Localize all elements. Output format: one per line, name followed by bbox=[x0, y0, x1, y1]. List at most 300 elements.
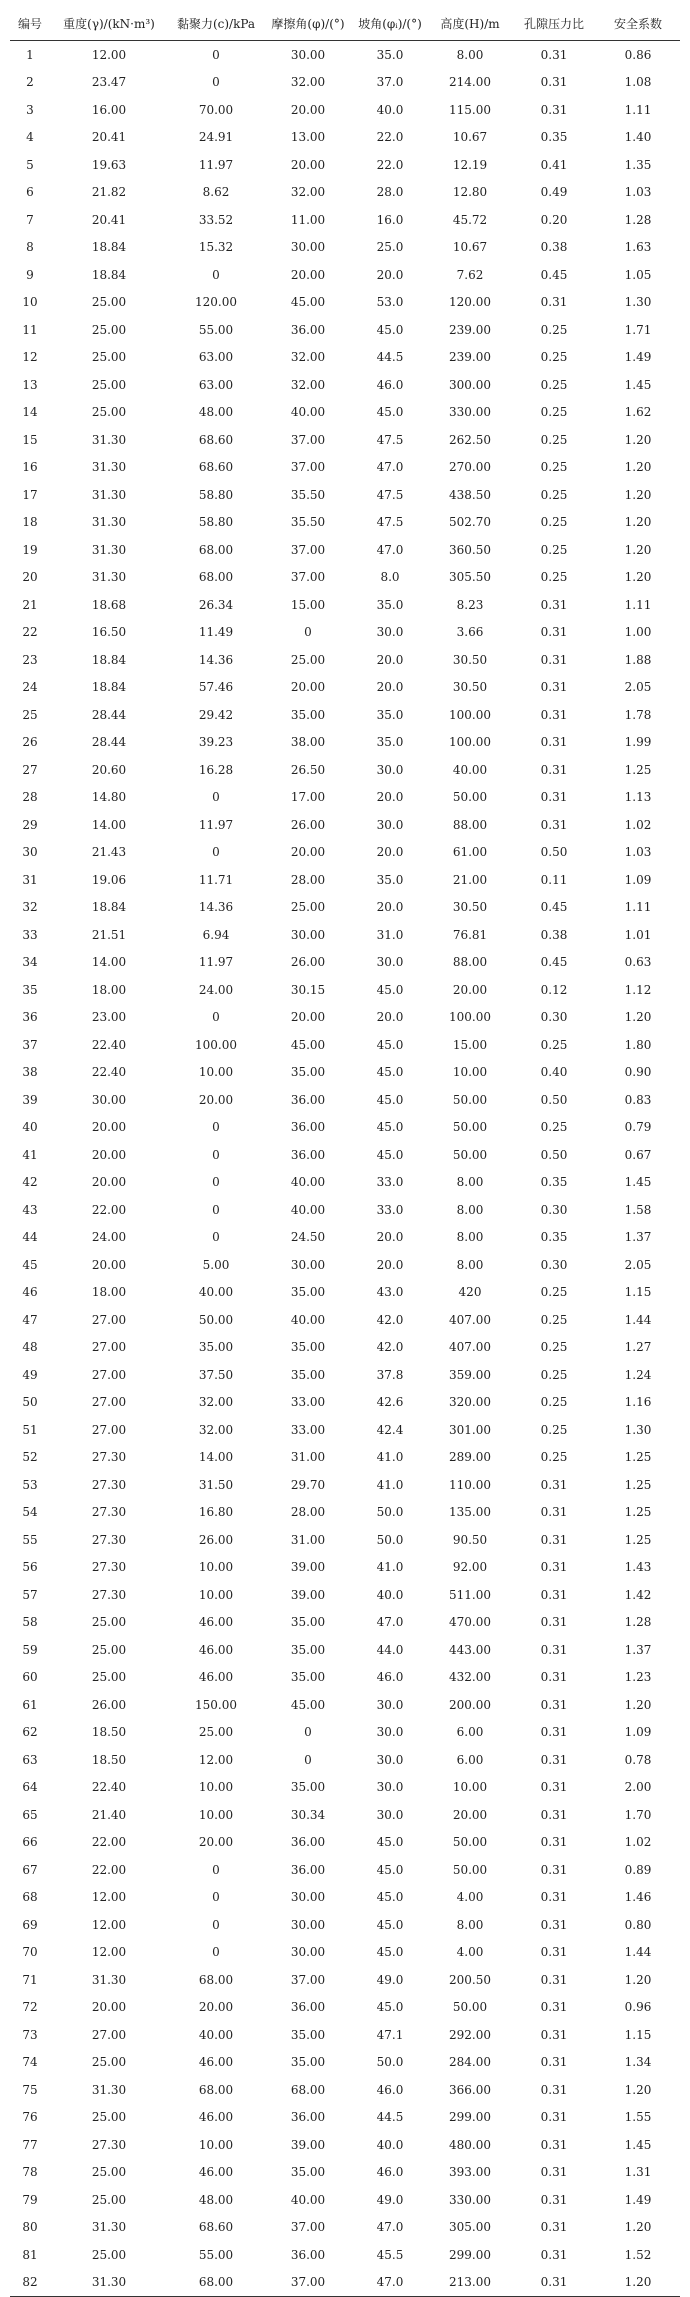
table-cell: 26.00 bbox=[91, 1697, 127, 1712]
table-cell: 0 bbox=[212, 267, 220, 282]
table-cell: 36.00 bbox=[290, 2110, 326, 2125]
table-cell: 0 bbox=[212, 1010, 220, 1025]
table-cell: 88.00 bbox=[452, 817, 488, 832]
table-row bbox=[10, 2186, 680, 2214]
table-cell: 0.67 bbox=[624, 1147, 652, 1162]
table-cell: 58.80 bbox=[198, 487, 234, 502]
table-cell: 360.50 bbox=[449, 542, 491, 557]
table-cell: 6.00 bbox=[456, 1752, 484, 1767]
table-cell: 35.50 bbox=[290, 487, 326, 502]
table-cell: 4 bbox=[26, 130, 34, 145]
table-cell: 0.31 bbox=[540, 2192, 568, 2207]
table-cell: 0.31 bbox=[540, 2247, 568, 2262]
table-row bbox=[10, 1581, 680, 1609]
table-cell: 41 bbox=[22, 1147, 38, 1162]
table-row bbox=[10, 729, 680, 757]
table-cell: 28.00 bbox=[290, 872, 326, 887]
table-cell: 0.25 bbox=[540, 350, 568, 365]
table-cell: 270.00 bbox=[449, 460, 491, 475]
table-cell: 16 bbox=[22, 460, 38, 475]
table-cell: 42.0 bbox=[376, 1340, 404, 1355]
table-cell: 0.25 bbox=[540, 1340, 568, 1355]
table-cell: 27.00 bbox=[91, 1422, 127, 1437]
table-cell: 0.31 bbox=[540, 1972, 568, 1987]
table-cell: 50.0 bbox=[376, 2055, 404, 2070]
table-row bbox=[10, 1114, 680, 1142]
table-cell: 1.25 bbox=[624, 1477, 652, 1492]
table-cell: 0.31 bbox=[540, 1890, 568, 1905]
table-cell: 20.0 bbox=[376, 267, 404, 282]
table-cell: 1.25 bbox=[624, 1505, 652, 1520]
table-cell: 25.00 bbox=[91, 2110, 127, 2125]
table-cell: 80 bbox=[22, 2220, 38, 2235]
table-cell: 42.4 bbox=[376, 1422, 404, 1437]
table-cell: 0.31 bbox=[540, 1917, 568, 1932]
table-cell: 1.62 bbox=[624, 405, 652, 420]
table-cell: 33.00 bbox=[290, 1395, 326, 1410]
table-cell: 0 bbox=[212, 1202, 220, 1217]
table-cell: 0.83 bbox=[624, 1092, 652, 1107]
table-cell: 0.50 bbox=[540, 1092, 568, 1107]
table-cell: 15.00 bbox=[452, 1037, 488, 1052]
table-cell: 0 bbox=[212, 47, 220, 62]
table-cell: 24.50 bbox=[290, 1230, 326, 1245]
table-cell: 25.0 bbox=[376, 240, 404, 255]
table-cell: 47.5 bbox=[376, 432, 404, 447]
table-cell: 19.06 bbox=[91, 872, 127, 887]
table-cell: 30.0 bbox=[376, 1697, 404, 1712]
table-cell: 1.45 bbox=[624, 1175, 652, 1190]
table-cell: 20.00 bbox=[91, 1257, 127, 1272]
table-cell: 0.11 bbox=[540, 872, 568, 887]
table-cell: 51 bbox=[22, 1422, 38, 1437]
table-row bbox=[10, 1664, 680, 1692]
table-cell: 0.90 bbox=[624, 1065, 652, 1080]
table-cell: 38.00 bbox=[290, 735, 326, 750]
table-cell: 61 bbox=[22, 1697, 38, 1712]
table-cell: 20.00 bbox=[452, 1807, 488, 1822]
table-cell: 45.0 bbox=[376, 1917, 404, 1932]
table-cell: 14.80 bbox=[91, 790, 127, 805]
table-row bbox=[10, 261, 680, 289]
table-cell: 120.00 bbox=[449, 295, 491, 310]
table-cell: 37.00 bbox=[264, 2269, 352, 2297]
table-cell: 432.00 bbox=[449, 1670, 491, 1685]
table-cell: 0.25 bbox=[540, 515, 568, 530]
table-cell: 330.00 bbox=[449, 2192, 491, 2207]
column-header: 编号 bbox=[10, 6, 50, 41]
table-cell: 239.00 bbox=[449, 322, 491, 337]
table-cell: 37.00 bbox=[290, 432, 326, 447]
table-cell: 443.00 bbox=[449, 1642, 491, 1657]
table-cell: 366.00 bbox=[449, 2082, 491, 2097]
table-cell: 10.00 bbox=[452, 1065, 488, 1080]
table-cell: 33.0 bbox=[376, 1175, 404, 1190]
table-cell: 20.0 bbox=[376, 652, 404, 667]
table-cell: 16.00 bbox=[91, 102, 127, 117]
table-row bbox=[10, 1636, 680, 1664]
table-cell: 50.00 bbox=[452, 1120, 488, 1135]
table-cell: 0.31 bbox=[540, 1945, 568, 1960]
table-row bbox=[10, 151, 680, 179]
table-cell: 1.20 bbox=[624, 460, 652, 475]
table-cell: 1.11 bbox=[624, 597, 652, 612]
table-cell: 0.25 bbox=[540, 542, 568, 557]
table-cell: 1.09 bbox=[624, 872, 652, 887]
table-cell: 0.31 bbox=[540, 817, 568, 832]
table-cell: 19.63 bbox=[91, 157, 127, 172]
table-cell: 0.25 bbox=[540, 460, 568, 475]
table-cell: 72 bbox=[22, 2000, 38, 2015]
table-row bbox=[10, 756, 680, 784]
table-cell: 0.31 bbox=[540, 2000, 568, 2015]
table-cell: 40.00 bbox=[290, 1175, 326, 1190]
table-cell: 0.49 bbox=[540, 185, 568, 200]
table-cell: 32.00 bbox=[290, 185, 326, 200]
table-cell: 407.00 bbox=[449, 1312, 491, 1327]
table-row bbox=[10, 536, 680, 564]
table-cell: 214.00 bbox=[449, 75, 491, 90]
table-row bbox=[10, 96, 680, 124]
table-row bbox=[10, 426, 680, 454]
table-cell: 47.5 bbox=[376, 487, 404, 502]
table-cell: 0 bbox=[212, 1890, 220, 1905]
table-cell: 20.00 bbox=[290, 680, 326, 695]
table-cell: 36.00 bbox=[290, 1835, 326, 1850]
table-cell: 36.00 bbox=[290, 2247, 326, 2262]
table-cell: 22.0 bbox=[376, 157, 404, 172]
table-cell: 49 bbox=[22, 1367, 38, 1382]
table-cell: 20.00 bbox=[290, 157, 326, 172]
table-cell: 41.0 bbox=[376, 1477, 404, 1492]
table-cell: 22.00 bbox=[91, 1835, 127, 1850]
table-cell: 42 bbox=[22, 1175, 38, 1190]
table-cell: 0.50 bbox=[540, 1147, 568, 1162]
table-cell: 53 bbox=[22, 1477, 38, 1492]
table-cell: 1.01 bbox=[624, 927, 652, 942]
table-cell: 50.00 bbox=[452, 1147, 488, 1162]
table-cell: 0.78 bbox=[624, 1752, 652, 1767]
table-cell: 0 bbox=[304, 625, 312, 640]
table-cell: 0.79 bbox=[624, 1120, 652, 1135]
table-row bbox=[10, 69, 680, 97]
table-cell: 16.80 bbox=[198, 1505, 234, 1520]
table-row bbox=[10, 1691, 680, 1719]
table-cell: 68.00 bbox=[290, 2082, 326, 2097]
table-cell: 0 bbox=[212, 790, 220, 805]
table-row bbox=[10, 234, 680, 262]
table-cell: 20.60 bbox=[91, 762, 127, 777]
table-cell: 40.00 bbox=[198, 1285, 234, 1300]
table-row bbox=[10, 839, 680, 867]
table-cell: 8.00 bbox=[456, 1230, 484, 1245]
table-cell: 10.00 bbox=[198, 1780, 234, 1795]
table-cell: 284.00 bbox=[449, 2055, 491, 2070]
table-cell: 21.43 bbox=[91, 845, 127, 860]
table-row bbox=[10, 564, 680, 592]
table-cell: 0.31 bbox=[540, 790, 568, 805]
table-cell: 44.5 bbox=[376, 2110, 404, 2125]
table-cell: 25.00 bbox=[91, 1615, 127, 1630]
table-cell: 58 bbox=[22, 1615, 38, 1630]
table-cell: 0.25 bbox=[540, 1395, 568, 1410]
table-cell: 37.00 bbox=[290, 460, 326, 475]
table-cell: 10.00 bbox=[198, 1807, 234, 1822]
table-cell: 37.50 bbox=[198, 1367, 234, 1382]
table-cell: 76.81 bbox=[452, 927, 488, 942]
table-row bbox=[10, 1554, 680, 1582]
table-cell: 11.00 bbox=[290, 212, 326, 227]
table-cell: 115.00 bbox=[449, 102, 491, 117]
table-cell: 30.00 bbox=[290, 1917, 326, 1932]
table-row bbox=[10, 1884, 680, 1912]
table-cell: 30.0 bbox=[376, 625, 404, 640]
table-row bbox=[10, 1169, 680, 1197]
table-cell: 1.20 bbox=[624, 1010, 652, 1025]
table-cell: 31.30 bbox=[91, 487, 127, 502]
table-row bbox=[10, 1141, 680, 1169]
table-cell: 47.0 bbox=[376, 542, 404, 557]
table-cell: 30 bbox=[22, 845, 38, 860]
table-cell: 1.05 bbox=[624, 267, 652, 282]
table-cell: 35.00 bbox=[290, 2165, 326, 2180]
table-cell: 0.30 bbox=[540, 1010, 568, 1025]
table-cell: 14.00 bbox=[91, 955, 127, 970]
table-cell: 1.40 bbox=[624, 130, 652, 145]
table-cell: 1.43 bbox=[624, 1560, 652, 1575]
table-cell: 20.0 bbox=[376, 900, 404, 915]
table-cell: 31.30 bbox=[91, 515, 127, 530]
table-cell: 100.00 bbox=[195, 1037, 237, 1052]
table-cell: 67 bbox=[22, 1862, 38, 1877]
table-cell: 45.72 bbox=[452, 212, 488, 227]
table-cell: 7.62 bbox=[456, 267, 484, 282]
table-cell: 14 bbox=[22, 405, 38, 420]
table-cell: 19 bbox=[22, 542, 38, 557]
table-cell: 20.00 bbox=[290, 267, 326, 282]
table-cell: 8.00 bbox=[456, 1257, 484, 1272]
table-cell: 0.25 bbox=[540, 1285, 568, 1300]
table-row bbox=[10, 124, 680, 152]
table-cell: 23.00 bbox=[91, 1010, 127, 1025]
table-cell: 18.84 bbox=[91, 267, 127, 282]
table-cell: 0.45 bbox=[540, 267, 568, 282]
table-cell: 30.50 bbox=[452, 652, 488, 667]
table-cell: 15.32 bbox=[198, 240, 234, 255]
table-cell: 20.00 bbox=[290, 102, 326, 117]
table-row bbox=[10, 1911, 680, 1939]
table-cell: 32.00 bbox=[290, 377, 326, 392]
table-cell: 35.0 bbox=[376, 597, 404, 612]
table-cell: 68.60 bbox=[198, 432, 234, 447]
table-row bbox=[10, 1444, 680, 1472]
table-cell: 39.23 bbox=[198, 735, 234, 750]
table-cell: 0.12 bbox=[540, 982, 568, 997]
table-cell: 300.00 bbox=[449, 377, 491, 392]
table-cell: 25.00 bbox=[91, 405, 127, 420]
table-cell: 68.00 bbox=[168, 2269, 264, 2297]
table-cell: 37.00 bbox=[290, 2220, 326, 2235]
table-cell: 14.00 bbox=[198, 1450, 234, 1465]
table-cell: 22.0 bbox=[376, 130, 404, 145]
table-cell: 0.31 bbox=[540, 2110, 568, 2125]
table-cell: 1.44 bbox=[624, 1945, 652, 1960]
table-cell: 31.00 bbox=[290, 1450, 326, 1465]
table-cell: 30.15 bbox=[290, 982, 326, 997]
table-cell: 438.50 bbox=[449, 487, 491, 502]
table-cell: 35.00 bbox=[290, 1065, 326, 1080]
table-cell: 1.34 bbox=[624, 2055, 652, 2070]
table-cell: 0.25 bbox=[540, 1120, 568, 1135]
table-cell: 511.00 bbox=[449, 1587, 491, 1602]
table-cell: 5.00 bbox=[202, 1257, 230, 1272]
table-cell: 0.31 bbox=[540, 1532, 568, 1547]
table-cell: 0.31 bbox=[540, 1642, 568, 1657]
table-cell: 0.63 bbox=[624, 955, 652, 970]
table-cell: 36.00 bbox=[290, 1862, 326, 1877]
table-cell: 47 bbox=[22, 1312, 38, 1327]
table-cell: 30.0 bbox=[376, 762, 404, 777]
table-cell: 45.0 bbox=[376, 1147, 404, 1162]
table-cell: 16.50 bbox=[91, 625, 127, 640]
table-cell: 0.31 bbox=[540, 1780, 568, 1795]
table-cell: 57 bbox=[22, 1587, 38, 1602]
table-cell: 100.00 bbox=[449, 735, 491, 750]
column-header: 摩擦角(φ)/(°) bbox=[264, 6, 352, 41]
table-cell: 44 bbox=[22, 1230, 38, 1245]
table-cell: 10.67 bbox=[452, 130, 488, 145]
table-cell: 69 bbox=[22, 1917, 38, 1932]
table-cell: 71 bbox=[22, 1972, 38, 1987]
table-cell: 1.44 bbox=[624, 1312, 652, 1327]
table-cell: 45.0 bbox=[376, 322, 404, 337]
table-cell: 92.00 bbox=[452, 1560, 488, 1575]
table-cell: 45.0 bbox=[376, 1890, 404, 1905]
table-row bbox=[10, 1224, 680, 1252]
table-row bbox=[10, 701, 680, 729]
table-cell: 8.00 bbox=[456, 1202, 484, 1217]
table-row bbox=[10, 1389, 680, 1417]
table-cell: 31.30 bbox=[91, 2220, 127, 2235]
table-cell: 1.20 bbox=[624, 2220, 652, 2235]
table-cell: 0.25 bbox=[540, 1037, 568, 1052]
table-cell: 150.00 bbox=[195, 1697, 237, 1712]
table-cell: 30.00 bbox=[290, 1257, 326, 1272]
table-row bbox=[10, 2214, 680, 2242]
table-cell: 305.00 bbox=[449, 2220, 491, 2235]
table-cell: 12.00 bbox=[91, 47, 127, 62]
table-cell: 35 bbox=[22, 982, 38, 997]
table-cell: 20.0 bbox=[376, 1257, 404, 1272]
table-cell: 200.50 bbox=[449, 1972, 491, 1987]
table-row bbox=[10, 591, 680, 619]
table-cell: 38 bbox=[22, 1065, 38, 1080]
table-row bbox=[10, 179, 680, 207]
table-cell: 14.36 bbox=[198, 652, 234, 667]
table-row bbox=[10, 2241, 680, 2269]
table-row bbox=[10, 1746, 680, 1774]
table-cell: 50.00 bbox=[452, 1835, 488, 1850]
table-cell: 33 bbox=[22, 927, 38, 942]
table-cell: 0.25 bbox=[540, 377, 568, 392]
table-cell: 502.70 bbox=[449, 515, 491, 530]
table-row bbox=[10, 1609, 680, 1637]
table-cell: 20.00 bbox=[91, 2000, 127, 2015]
table-cell: 20.41 bbox=[91, 130, 127, 145]
table-cell: 0.25 bbox=[540, 570, 568, 585]
table-cell: 0.31 bbox=[540, 1697, 568, 1712]
table-cell: 45.00 bbox=[290, 295, 326, 310]
table-row bbox=[10, 921, 680, 949]
table-cell: 1.11 bbox=[624, 102, 652, 117]
table-row bbox=[10, 1086, 680, 1114]
table-cell: 57.46 bbox=[198, 680, 234, 695]
table-cell: 35.0 bbox=[376, 872, 404, 887]
table-row bbox=[10, 619, 680, 647]
table-cell: 1.20 bbox=[624, 487, 652, 502]
table-cell: 29.70 bbox=[290, 1477, 326, 1492]
table-cell: 18.68 bbox=[91, 597, 127, 612]
table-cell: 2 bbox=[26, 75, 34, 90]
table-cell: 100.00 bbox=[449, 707, 491, 722]
table-cell: 0 bbox=[212, 845, 220, 860]
table-cell: 58.80 bbox=[198, 515, 234, 530]
table-cell: 39.00 bbox=[290, 1560, 326, 1575]
table-cell: 22.40 bbox=[91, 1037, 127, 1052]
table-cell: 63 bbox=[22, 1752, 38, 1767]
table-cell: 48 bbox=[22, 1340, 38, 1355]
table-cell: 299.00 bbox=[449, 2110, 491, 2125]
table-cell: 50 bbox=[22, 1395, 38, 1410]
table-cell: 1.20 bbox=[624, 570, 652, 585]
table-cell: 18.84 bbox=[91, 900, 127, 915]
table-cell: 0.25 bbox=[540, 1312, 568, 1327]
table-cell: 1.20 bbox=[624, 1972, 652, 1987]
table-cell: 62 bbox=[22, 1725, 38, 1740]
table-cell: 36.00 bbox=[290, 1120, 326, 1135]
table-cell: 29 bbox=[22, 817, 38, 832]
table-cell: 10.67 bbox=[452, 240, 488, 255]
table-cell: 0.31 bbox=[540, 597, 568, 612]
table-cell: 1.03 bbox=[624, 845, 652, 860]
table-cell: 21.40 bbox=[91, 1807, 127, 1822]
table-row bbox=[10, 1471, 680, 1499]
table-cell: 28.0 bbox=[376, 185, 404, 200]
table-cell: 1.16 bbox=[624, 1395, 652, 1410]
table-cell: 31.30 bbox=[91, 542, 127, 557]
table-row bbox=[10, 1499, 680, 1527]
table-cell: 1.37 bbox=[624, 1642, 652, 1657]
table-cell: 12.00 bbox=[198, 1752, 234, 1767]
table-cell: 1.08 bbox=[624, 75, 652, 90]
table-cell: 1.49 bbox=[624, 350, 652, 365]
table-body bbox=[10, 41, 680, 2297]
table-cell: 27.30 bbox=[91, 1505, 127, 1520]
table-cell: 1.45 bbox=[624, 377, 652, 392]
table-cell: 4.00 bbox=[456, 1945, 484, 1960]
table-cell: 20.0 bbox=[376, 1010, 404, 1025]
table-cell: 1.12 bbox=[624, 982, 652, 997]
table-cell: 0.31 bbox=[540, 1725, 568, 1740]
table-cell: 10.00 bbox=[198, 1560, 234, 1575]
table-cell: 22 bbox=[22, 625, 38, 640]
table-cell: 359.00 bbox=[449, 1367, 491, 1382]
table-cell: 37.00 bbox=[290, 1972, 326, 1987]
table-cell: 45.00 bbox=[290, 1697, 326, 1712]
table-cell: 23 bbox=[22, 652, 38, 667]
table-cell: 45.0 bbox=[376, 2000, 404, 2015]
table-cell: 1.20 bbox=[624, 2082, 652, 2097]
